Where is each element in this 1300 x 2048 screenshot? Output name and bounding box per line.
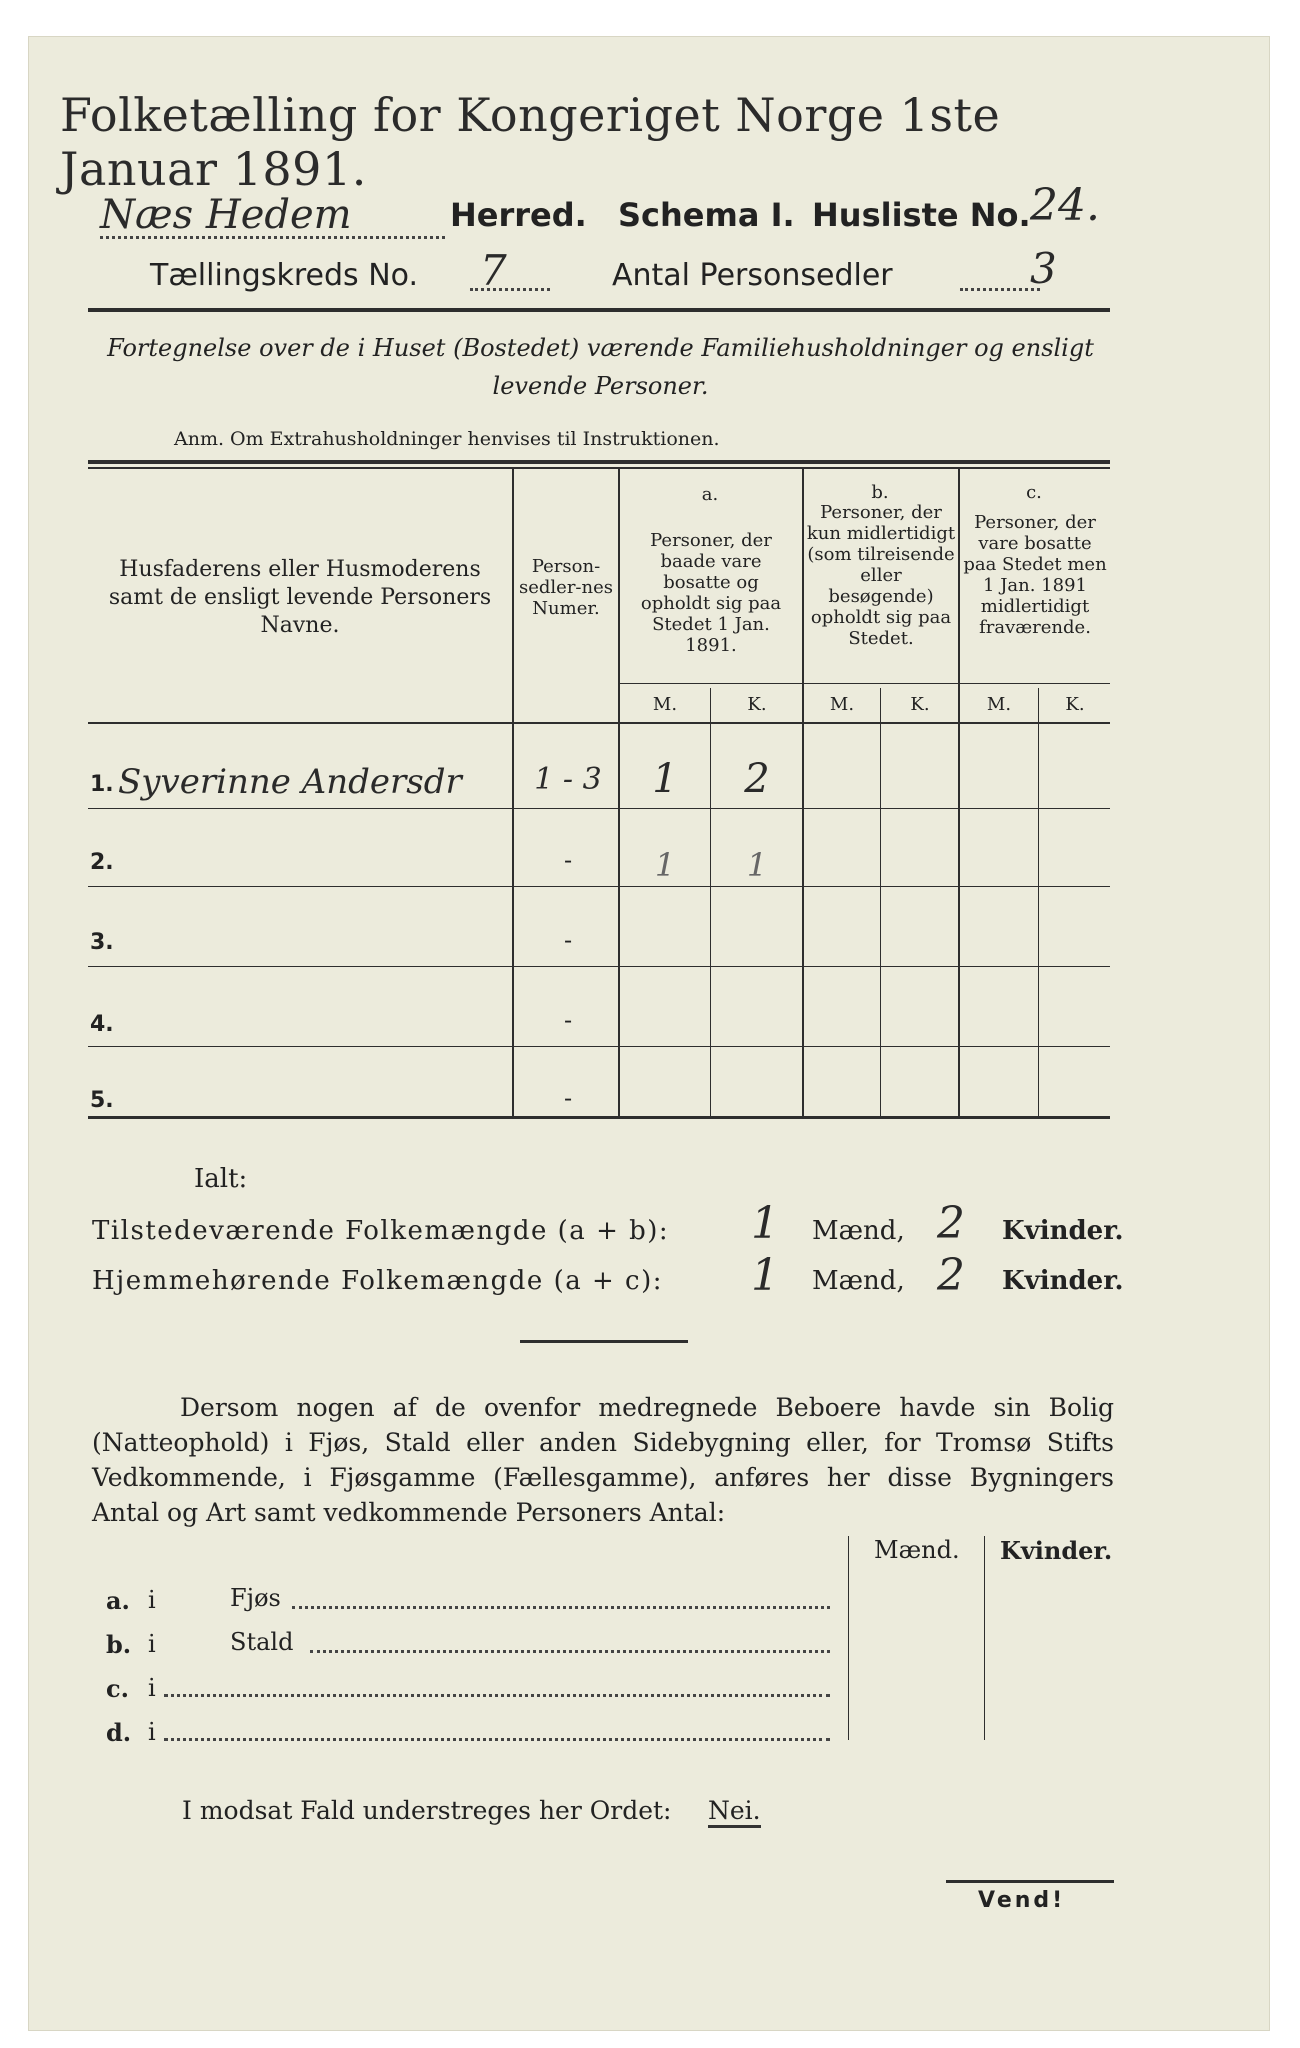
bottom-col-divider1 [848,1536,849,1740]
row-name: Syverinne Andersdr [118,762,462,802]
antal-dotted-line [960,288,1040,291]
row-personsedler: - [563,926,573,954]
row-a-m: 1 [652,756,678,802]
vend-label: Vend! [978,1888,1066,1913]
kreds-label: Tællingskreds No. [150,258,418,293]
row-rule [88,966,1110,967]
col-divider-num [512,467,514,1119]
row-personsedler: - [563,1084,573,1112]
nei-word: Nei. [708,1796,761,1828]
husliste-label: Husliste No. [812,196,1031,234]
col-divider-a-mk [710,688,711,1116]
row-rule [88,808,1110,809]
table-header-rule [88,722,1110,724]
kvinder-col-label: Kvinder. [1000,1536,1113,1565]
mk-header-rule [618,683,1110,684]
row-a-k: 1 [746,846,768,884]
herred-label: Herred. [450,196,587,234]
ialt-label: Ialt: [194,1164,248,1194]
row-rule [88,1046,1110,1047]
tilstede-label: Tilstedeværende Folkemængde (a + b): [92,1216,670,1246]
row-number: 5. [90,1088,114,1113]
a-m-label: M. [652,694,678,715]
husliste-value: 24. [1030,180,1100,231]
antal-label: Antal Personsedler [612,258,893,293]
row-personsedler: 1 - 3 [534,762,602,797]
schema-label: Schema I. [618,196,795,234]
row-rule [88,886,1110,887]
row-personsedler: - [563,1006,573,1034]
bygning-paragraph: Dersom nogen af de ovenfor medregnede Beboere havde sin Bolig (Natteophold) i Fjøs, Stald eller anden Sidebygning eller, for Tromsø Stifts Vedkommende, i Fjøsgamme (Fællesgamme), anføres her disse Bygningers Antal og Art samt vedkommende Personers Antal: [92,1393,1114,1527]
header-rule [88,308,1110,312]
item-dotted-line [292,1606,830,1609]
row-a-m: 1 [654,846,676,884]
c-k-label: K. [1065,694,1085,715]
maend-col-label: Mænd. [874,1536,960,1564]
table-top-rule [88,460,1110,464]
hjemme-kvinder-label: Kvinder. [1002,1266,1124,1296]
tilstede-kvinder-value: 2 [937,1198,965,1249]
kreds-value: 7 [480,246,507,295]
row-a-k: 2 [744,756,770,802]
col-divider-c-mk [1038,688,1039,1116]
b-k-label: K. [910,694,930,715]
a-k-label: K. [747,694,767,715]
item-letter: d. [106,1718,132,1747]
intro-line1: Fortegnelse over de i Huset (Bostedet) værende Familiehusholdninger og ensligt [107,334,1094,362]
vend-rule [946,1880,1114,1883]
item-letter: c. [106,1674,129,1703]
item-prep: i [148,1630,156,1658]
item-prep: i [148,1586,156,1614]
table-bottom-rule [88,1116,1110,1119]
col-b-letter: b. [871,482,889,503]
item-letter: b. [106,1630,132,1659]
col-divider-b-mk [880,688,881,1116]
hjemme-label: Hjemmehørende Folkemængde (a + c): [92,1266,663,1296]
item-dotted-line [164,1738,830,1741]
kreds-dotted-line [470,288,550,291]
herred-value: Næs Hedem [100,192,352,238]
bottom-col-divider2 [984,1536,985,1740]
hjemme-maend-label: Mænd, [812,1266,905,1296]
item-dotted-line [164,1694,830,1697]
table-top-rule2 [88,467,1110,469]
tilstede-maend-label: Mænd, [812,1216,905,1246]
intro-line2: levende Personer. [492,372,709,400]
item-prep: i [148,1674,156,1702]
item-dotted-line [310,1650,830,1653]
herred-dotted-line [100,236,445,239]
col-b-header: Personer, der kun midlertidigt (som tilreisende eller besøgende) opholdt sig paa Stedet. [806,502,956,649]
tilstede-kvinder-label: Kvinder. [1002,1216,1124,1246]
b-m-label: M. [829,694,855,715]
col-a-letter: a. [701,484,719,505]
tilstede-maend-value: 1 [751,1198,779,1249]
anm-note: Anm. Om Extrahusholdninger henvises til Instruktionen. [174,428,720,450]
row-number: 4. [90,1012,114,1037]
item-label: Stald [230,1628,294,1656]
modsat-text: I modsat Fald understreges her Ordet: [182,1796,672,1825]
col-c-letter: c. [1026,482,1042,503]
item-label: Fjøs [230,1584,281,1612]
separator-rule [520,1340,688,1343]
col-a-header: Personer, der baade vare bosatte og opholdt sig paa Stedet 1 Jan. 1891. [640,530,782,656]
item-prep: i [148,1718,156,1746]
hjemme-maend-value: 1 [751,1250,779,1301]
col-divider-b [802,467,804,1119]
antal-value: 3 [1030,244,1057,293]
col-name-header: Husfaderens eller Husmoderens samt de ensligt levende Personers Navne. [108,557,492,638]
row-number: 1. [90,772,114,797]
row-personsedler: - [563,846,573,874]
col-c-header: Personer, der vare bosatte paa Stedet men 1 Jan. 1891 midlertidigt fraværende. [963,512,1107,638]
hjemme-kvinder-value: 2 [937,1250,965,1301]
item-letter: a. [106,1586,130,1615]
col-num-header: Person-sedler-nes Numer. [519,556,613,619]
row-number: 2. [90,850,114,875]
form-title: Folketælling for Kongeriget Norge 1ste Januar 1891. [60,88,1001,196]
row-number: 3. [90,930,114,955]
c-m-label: M. [986,694,1012,715]
